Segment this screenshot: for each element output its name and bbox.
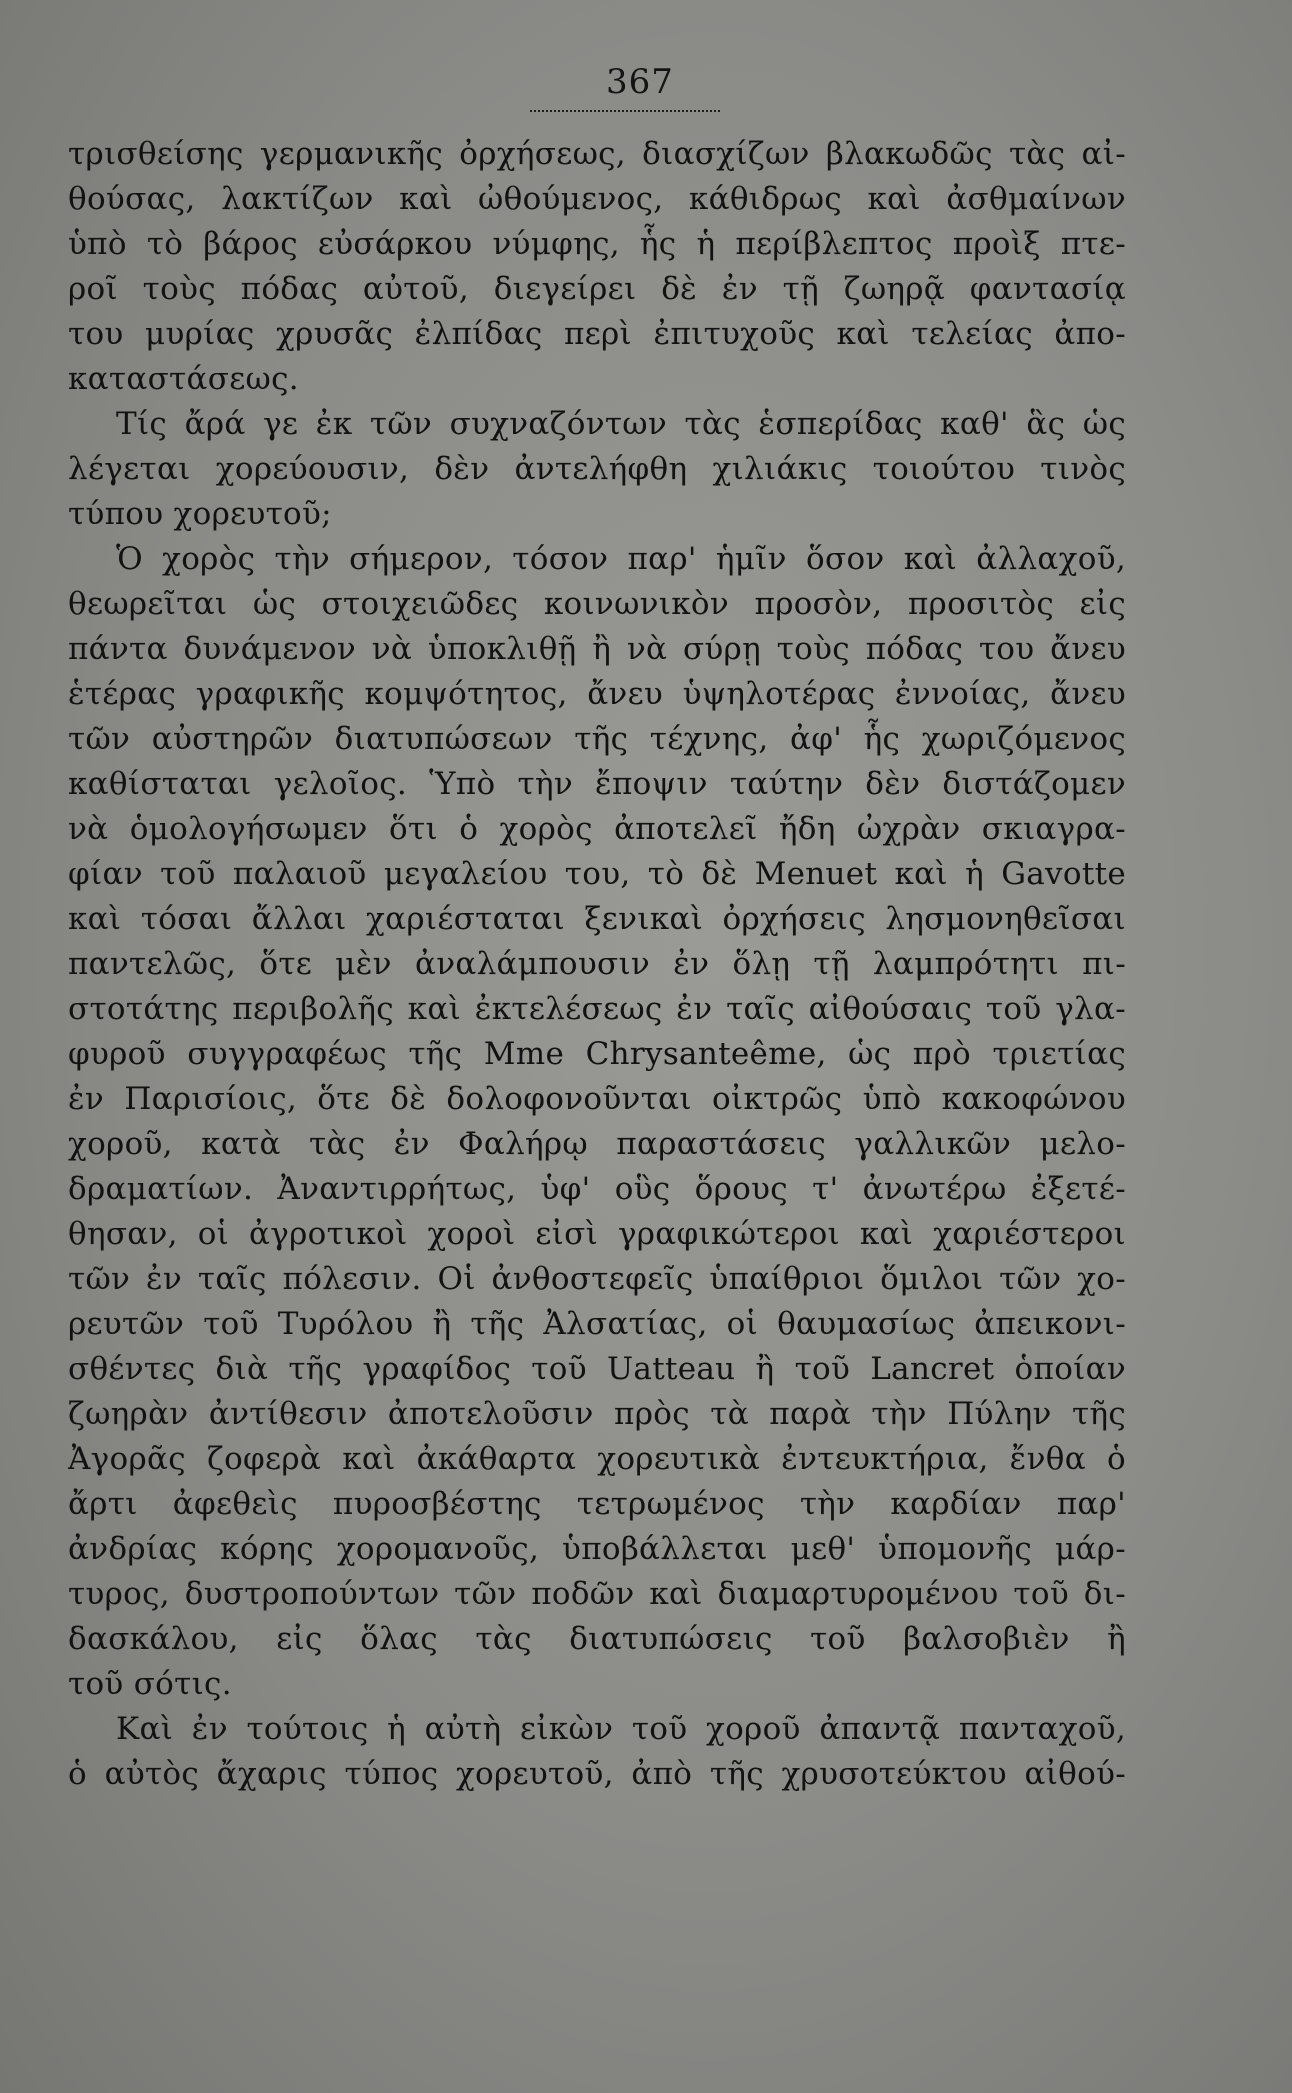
text-line: του μυρίας χρυσᾶς ἐλπίδας περὶ ἐπιτυχοῦς καὶ τελείας ἀπο-: [68, 316, 1126, 352]
text-line: ἑτέρας γραφικῆς κομψότητος, ἄνευ ὑψηλοτέρας ἐννοίας, ἄνευ: [68, 676, 1126, 712]
text-line: ἄρτι ἀφεθεὶς πυροσβέστης τετρωμένος τὴν καρδίαν παρ': [68, 1486, 1126, 1522]
text-line: ὑπὸ τὸ βάρος εὐσάρκου νύμφης, ἧς ἡ περίβλεπτος προὶξ πτε-: [68, 226, 1126, 262]
page-number-underline: [530, 110, 720, 112]
text-line: δραματίων. Ἀναντιρρήτως, ὑφ' οὓς ὅρους τ' ἀνωτέρω ἐξετέ-: [68, 1171, 1126, 1207]
text-line: δασκάλου, εἰς ὅλας τὰς διατυπώσεις τοῦ βαλσοβιὲν ἢ: [68, 1621, 1126, 1657]
body-text: [68, 132, 1126, 1797]
text-line: τυρος, δυστροπούντων τῶν ποδῶν καὶ διαμαρτυρομένου τοῦ δι-: [68, 1576, 1126, 1612]
text-line: πάντα δυνάμενον νὰ ὑποκλιθῇ ἢ νὰ σύρῃ τοὺς πόδας του ἄνευ: [68, 631, 1126, 667]
text-line: καταστάσεως.: [68, 361, 299, 397]
text-line: ὁ αὐτὸς ἄχαρις τύπος χορευτοῦ, ἀπὸ τῆς χρυσοτεύκτου αἰθού-: [68, 1756, 1126, 1792]
text-line: Ἀγορᾶς ζοφερὰ καὶ ἀκάθαρτα χορευτικὰ ἐντευκτήρια, ἔνθα ὁ: [68, 1441, 1126, 1477]
text-line: νὰ ὁμολογήσωμεν ὅτι ὁ χορὸς ἀποτελεῖ ἤδη ὠχρὰν σκιαγρα-: [68, 811, 1126, 847]
text-line: θούσας, λακτίζων καὶ ὠθούμενος, κάθιδρως καὶ ἀσθμαίνων: [68, 181, 1126, 217]
text-line: τύπου χορευτοῦ;: [68, 496, 332, 532]
text-line: τρισθείσης γερμανικῆς ὀρχήσεως, διασχίζων βλακωδῶς τὰς αἰ-: [68, 136, 1126, 172]
page-number: 367: [606, 62, 674, 102]
text-line: τῶν ἐν ταῖς πόλεσιν. Οἱ ἀνθοστεφεῖς ὑπαίθριοι ὅμιλοι τῶν χο-: [68, 1261, 1126, 1297]
text-line: ἀνδρίας κόρης χορομανοῦς, ὑποβάλλεται μεθ' ὑπομονῆς μάρ-: [68, 1531, 1126, 1567]
text-line: ρευτῶν τοῦ Τυρόλου ἢ τῆς Ἀλσατίας, οἱ θαυμασίως ἀπεικονι-: [68, 1306, 1126, 1342]
text-line: τῶν αὐστηρῶν διατυπώσεων τῆς τέχνης, ἀφ' ἧς χωριζόμενος: [68, 721, 1126, 757]
paragraph-start-line: Ὁ χορὸς τὴν σήμερον, τόσον παρ' ἡμῖν ὅσον καὶ ἀλλαχοῦ,: [116, 541, 1126, 577]
text-line: στοτάτης περιβολῆς καὶ ἐκτελέσεως ἐν ταῖς αἰθούσαις τοῦ γλα-: [68, 991, 1126, 1027]
text-line: φίαν τοῦ παλαιοῦ μεγαλείου του, τὸ δὲ Menuet καὶ ἡ Gavotte: [68, 856, 1126, 892]
text-line: λέγεται χορεύουσιν, δὲν ἀντελήφθη χιλιάκις τοιούτου τινὸς: [68, 451, 1126, 487]
text-line: παντελῶς, ὅτε μὲν ἀναλάμπουσιν ἐν ὅλῃ τῇ λαμπρότητι πι-: [68, 946, 1126, 982]
text-line: θεωρεῖται ὡς στοιχειῶδες κοινωνικὸν προσὸν, προσιτὸς εἰς: [68, 586, 1126, 622]
text-line: τοῦ σότις.: [68, 1666, 232, 1702]
text-line: χοροῦ, κατὰ τὰς ἐν Φαλήρῳ παραστάσεις γαλλικῶν μελο-: [68, 1126, 1126, 1162]
paragraph-start-line: Καὶ ἐν τούτοις ἡ αὐτὴ εἰκὼν τοῦ χοροῦ ἀπαντᾷ πανταχοῦ,: [116, 1711, 1126, 1747]
text-line: καὶ τόσαι ἄλλαι χαριέσταται ξενικαὶ ὀρχήσεις λησμονηθεῖσαι: [68, 901, 1126, 937]
paragraph-start-line: Τίς ἄρά γε ἐκ τῶν συχναζόντων τὰς ἑσπερίδας καθ' ἃς ὡς: [116, 406, 1126, 442]
text-line: ἐν Παρισίοις, ὅτε δὲ δολοφονοῦνται οἰκτρῶς ὑπὸ κακοφώνου: [68, 1081, 1126, 1117]
text-line: ροῖ τοὺς πόδας αὐτοῦ, διεγείρει δὲ ἐν τῇ ζωηρᾷ φαντασίᾳ: [68, 271, 1126, 307]
text-line: ζωηρὰν ἀντίθεσιν ἀποτελοῦσιν πρὸς τὰ παρὰ τὴν Πύλην τῆς: [68, 1396, 1126, 1432]
text-line: σθέντες διὰ τῆς γραφίδος τοῦ Uatteau ἢ τοῦ Lancret ὁποίαν: [68, 1351, 1126, 1387]
text-line: καθίσταται γελοῖος. Ὑπὸ τὴν ἔποψιν ταύτην δὲν διστάζομεν: [68, 766, 1126, 802]
text-line: φυροῦ συγγραφέως τῆς Mme Chrysanteême, ὡς πρὸ τριετίας: [68, 1036, 1126, 1072]
text-line: θησαν, οἱ ἀγροτικοὶ χοροὶ εἰσὶ γραφικώτεροι καὶ χαριέστεροι: [68, 1216, 1126, 1252]
